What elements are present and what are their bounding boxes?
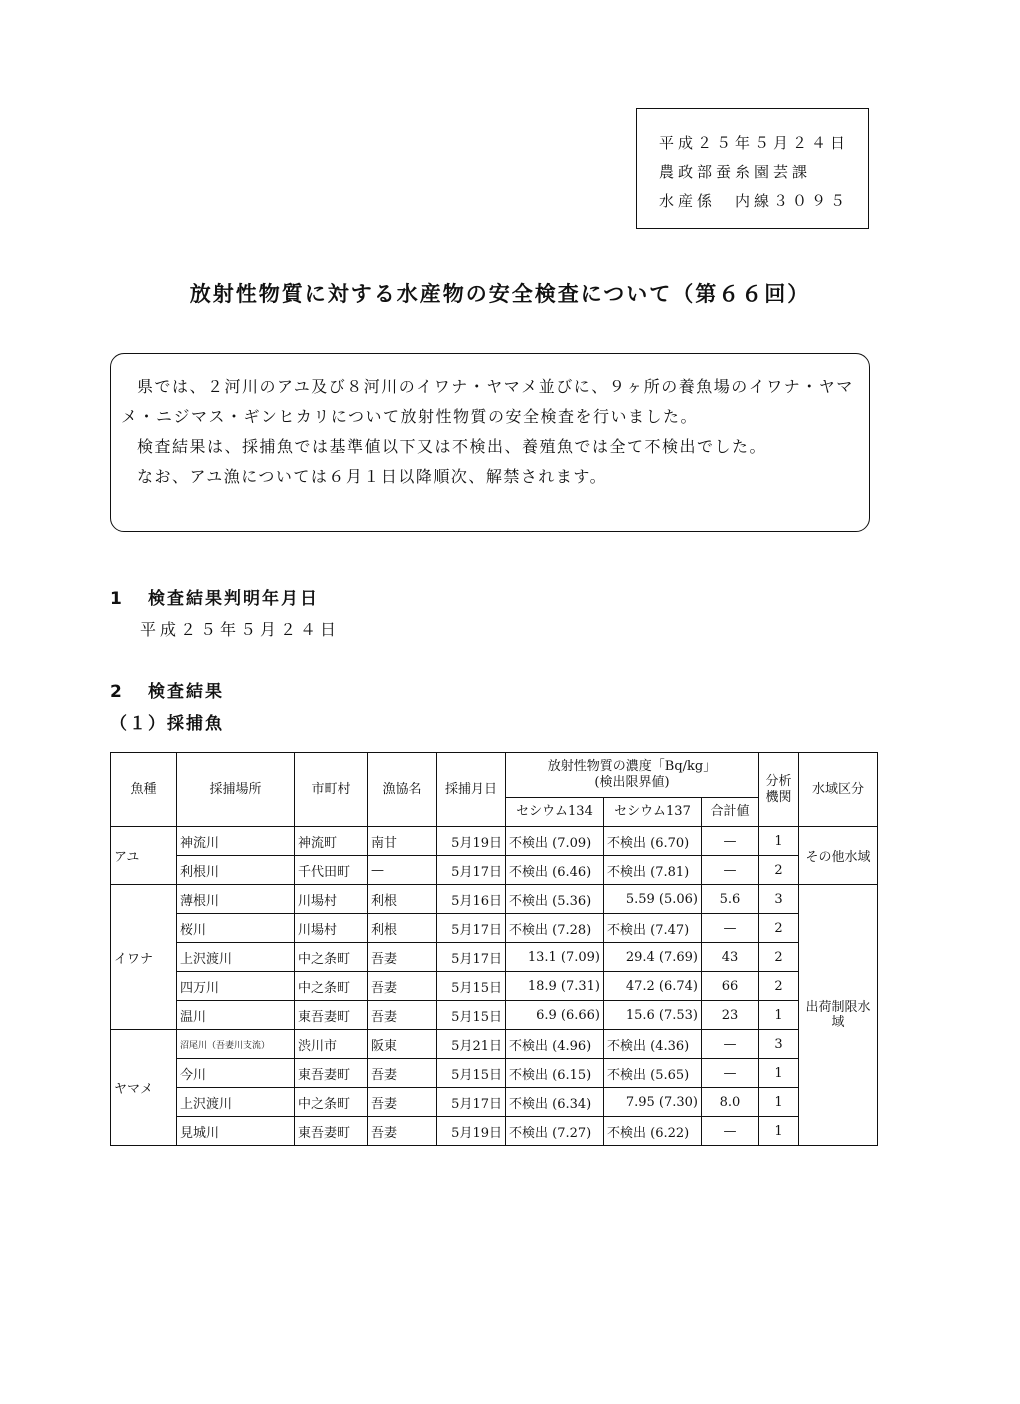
lab-cell: 2 [759, 972, 799, 1001]
species-cell: イワナ [111, 885, 177, 1030]
header-location: 採捕場所 [177, 753, 295, 827]
location-cell: 薄根川 [177, 885, 295, 914]
total-cell: — [702, 1059, 759, 1088]
total-cell: — [702, 914, 759, 943]
contact-extension: 水産係 内線３０９５ [659, 192, 850, 210]
cs134-cell: 不検出 (5.36) [506, 885, 604, 914]
cs134-cell: 不検出 (4.96) [506, 1030, 604, 1059]
coop-cell: — [368, 856, 437, 885]
municipality-cell: 川場村 [295, 914, 368, 943]
header-zone: 水域区分 [799, 753, 878, 827]
cs134-cell: 不検出 (7.09) [506, 827, 604, 856]
table-row [111, 1117, 878, 1146]
lab-cell: 3 [759, 1030, 799, 1059]
location-cell: 温川 [177, 1001, 295, 1030]
date-cell: 5月19日 [437, 827, 506, 856]
results-table [110, 752, 878, 1146]
lab-cell: 2 [759, 914, 799, 943]
lab-cell: 1 [759, 1001, 799, 1030]
section-2-subheading: （１）採捕魚 [110, 714, 224, 734]
table-row [111, 1030, 878, 1059]
lab-cell: 1 [759, 1088, 799, 1117]
total-cell: — [702, 1117, 759, 1146]
section-1-number: 1 [110, 589, 124, 609]
zone-cell: 出荷制限水域 [799, 885, 878, 1146]
total-cell: — [702, 1030, 759, 1059]
contact-box [636, 108, 869, 229]
header-concentration [506, 753, 759, 798]
issue-date: 平成２５年５月２４日 [659, 134, 850, 152]
header-species: 魚種 [111, 753, 177, 827]
municipality-cell: 渋川市 [295, 1030, 368, 1059]
species-cell: アユ [111, 827, 177, 885]
location-cell: 今川 [177, 1059, 295, 1088]
table-row [111, 885, 878, 914]
date-cell: 5月16日 [437, 885, 506, 914]
date-cell: 5月17日 [437, 914, 506, 943]
location-cell: 神流川 [177, 827, 295, 856]
lab-cell: 1 [759, 1059, 799, 1088]
header-cooperative: 漁協名 [368, 753, 437, 827]
cs137-cell: 47.2 (6.74) [604, 972, 702, 1001]
location-cell: 桜川 [177, 914, 295, 943]
cs134-cell: 13.1 (7.09) [506, 943, 604, 972]
municipality-cell: 神流町 [295, 827, 368, 856]
table-row [111, 827, 878, 856]
zone-cell: その他水域 [799, 827, 878, 885]
table-row [111, 943, 878, 972]
cs134-cell: 不検出 (6.15) [506, 1059, 604, 1088]
municipality-cell: 東吾妻町 [295, 1117, 368, 1146]
table-row [111, 972, 878, 1001]
section-2-number: 2 [110, 682, 124, 702]
lab-cell: 2 [759, 943, 799, 972]
municipality-cell: 川場村 [295, 885, 368, 914]
section-2-title: 検査結果 [148, 682, 224, 702]
species-cell: ヤマメ [111, 1030, 177, 1146]
cs137-cell: 不検出 (6.22) [604, 1117, 702, 1146]
section-1-title: 検査結果判明年月日 [148, 589, 319, 609]
location-cell: 四万川 [177, 972, 295, 1001]
cs137-cell: 不検出 (4.36) [604, 1030, 702, 1059]
location-cell: 見城川 [177, 1117, 295, 1146]
header-date: 採捕月日 [437, 753, 506, 827]
date-cell: 5月15日 [437, 972, 506, 1001]
location-cell: 上沢渡川 [177, 943, 295, 972]
cs137-cell: 29.4 (7.69) [604, 943, 702, 972]
header-concentration-unit: 放射性物質の濃度「Bq/kg」 [547, 759, 717, 774]
table-row [111, 1001, 878, 1030]
lab-cell: 1 [759, 827, 799, 856]
cs134-cell: 不検出 (7.28) [506, 914, 604, 943]
municipality-cell: 東吾妻町 [295, 1059, 368, 1088]
cs137-cell: 不検出 (5.65) [604, 1059, 702, 1088]
table-row [111, 1088, 878, 1117]
cs134-cell: 不検出 (6.34) [506, 1088, 604, 1117]
coop-cell: 吾妻 [368, 1117, 437, 1146]
date-cell: 5月19日 [437, 1117, 506, 1146]
lab-cell: 2 [759, 856, 799, 885]
cs137-cell: 5.59 (5.06) [604, 885, 702, 914]
date-cell: 5月17日 [437, 856, 506, 885]
date-cell: 5月15日 [437, 1001, 506, 1030]
municipality-cell: 中之条町 [295, 943, 368, 972]
location-cell: 沼尾川（吾妻川支流） [177, 1030, 295, 1059]
coop-cell: 吾妻 [368, 972, 437, 1001]
cs134-cell: 不検出 (7.27) [506, 1117, 604, 1146]
header-total: 合計値 [702, 798, 759, 827]
cs137-cell: 不検出 (7.47) [604, 914, 702, 943]
total-cell: 5.6 [702, 885, 759, 914]
table-row [111, 856, 878, 885]
total-cell: — [702, 856, 759, 885]
page-title: 放射性物質に対する水産物の安全検査について（第６６回） [189, 282, 811, 306]
total-cell: 23 [702, 1001, 759, 1030]
coop-cell: 南甘 [368, 827, 437, 856]
municipality-cell: 中之条町 [295, 1088, 368, 1117]
coop-cell: 利根 [368, 885, 437, 914]
location-cell: 利根川 [177, 856, 295, 885]
section-1-heading [110, 584, 319, 609]
coop-cell: 利根 [368, 914, 437, 943]
total-cell: — [702, 827, 759, 856]
municipality-cell: 東吾妻町 [295, 1001, 368, 1030]
header-cs134: セシウム134 [506, 798, 604, 827]
total-cell: 66 [702, 972, 759, 1001]
table-row [111, 914, 878, 943]
header-cs137: セシウム137 [604, 798, 702, 827]
date-cell: 5月15日 [437, 1059, 506, 1088]
date-cell: 5月21日 [437, 1030, 506, 1059]
total-cell: 43 [702, 943, 759, 972]
summary-line-2: 検査結果は、採捕魚では基準値以下又は不検出、養殖魚では全て不検出でした。 [137, 437, 768, 456]
location-cell: 上沢渡川 [177, 1088, 295, 1117]
cs134-cell: 不検出 (6.46) [506, 856, 604, 885]
coop-cell: 吾妻 [368, 1088, 437, 1117]
date-cell: 5月17日 [437, 1088, 506, 1117]
total-cell: 8.0 [702, 1088, 759, 1117]
municipality-cell: 中之条町 [295, 972, 368, 1001]
section-2-heading [110, 677, 224, 702]
table-row [111, 1059, 878, 1088]
summary-line-1: 県では、２河川のアユ及び８河川のイワナ・ヤマメ並びに、９ヶ所の養魚場のイワナ・ヤマメ・ニジマス・ギンヒカリについて放射性物質の安全検査を行いました。 [121, 377, 854, 426]
summary-line-3: なお、アユ漁については６月１日以降順次、解禁されます。 [137, 467, 608, 486]
coop-cell: 吾妻 [368, 1001, 437, 1030]
header-municipality: 市町村 [295, 753, 368, 827]
cs137-cell: 7.95 (7.30) [604, 1088, 702, 1117]
summary-box [110, 353, 870, 532]
coop-cell: 阪東 [368, 1030, 437, 1059]
date-cell: 5月17日 [437, 943, 506, 972]
department: 農政部蚕糸園芸課 [659, 163, 812, 181]
result-date: 平成２５年５月２４日 [140, 620, 341, 639]
lab-cell: 3 [759, 885, 799, 914]
lab-cell: 1 [759, 1117, 799, 1146]
cs134-cell: 6.9 (6.66) [506, 1001, 604, 1030]
municipality-cell: 千代田町 [295, 856, 368, 885]
header-lab: 分析機関 [759, 753, 799, 827]
cs137-cell: 不検出 (7.81) [604, 856, 702, 885]
cs137-cell: 不検出 (6.70) [604, 827, 702, 856]
header-detection-limit: (検出限界値) [594, 775, 670, 790]
coop-cell: 吾妻 [368, 943, 437, 972]
coop-cell: 吾妻 [368, 1059, 437, 1088]
cs134-cell: 18.9 (7.31) [506, 972, 604, 1001]
cs137-cell: 15.6 (7.53) [604, 1001, 702, 1030]
